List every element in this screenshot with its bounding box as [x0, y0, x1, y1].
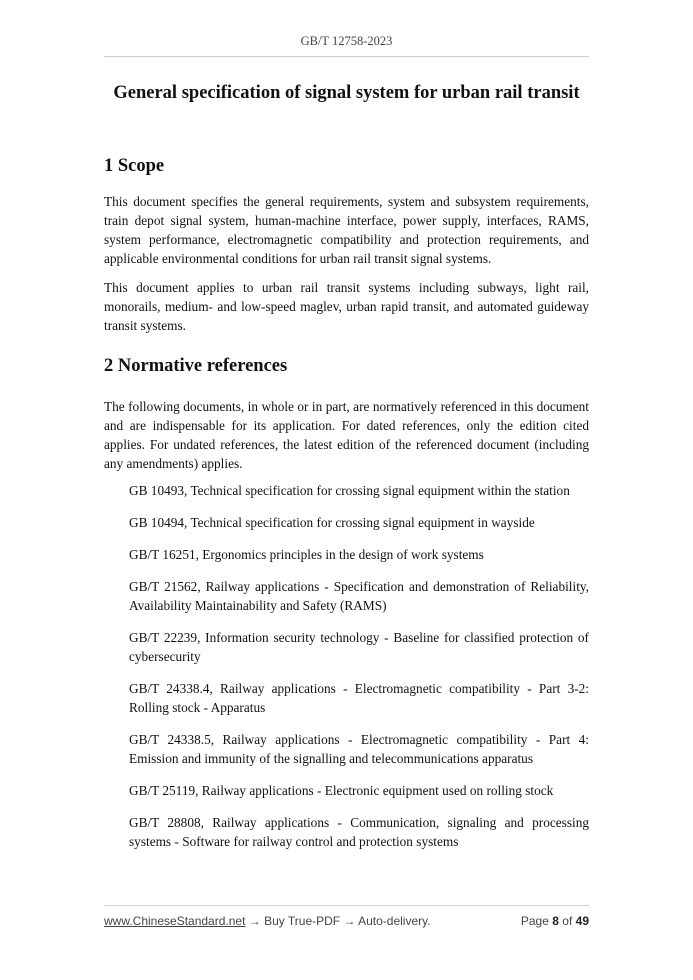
current-page-number: 8 [552, 914, 559, 928]
running-header: GB/T 12758-2023 [300, 34, 393, 48]
total-pages-number: 49 [575, 914, 589, 928]
normative-intro-paragraph: The following documents, in whole or in part, are normatively referenced in this document and are indispensable for its application. For dated references, only the edition cited applies. For undated references, the latest edition of the referenced document (including any amendments) applies. [104, 399, 589, 471]
header-divider [104, 56, 589, 57]
page-label: Page [520, 914, 549, 928]
reference-item: GB/T 24338.5, Railway applications - Electromagnetic compatibility - Part 4: Emission and immunity of the signalling and telecommunications apparatus [129, 732, 589, 766]
reference-item: GB 10494, Technical specification for crossing signal equipment in wayside [129, 515, 535, 530]
footer-divider [104, 905, 589, 906]
scope-paragraph-1: This document specifies the general requirements, system and subsystem requirements, train depot signal system, human-machine interface, power supply, interfaces, RAMS, system performance, electromagnetic compatibility and protection requirements, and applicable environmental conditions for urban rail transit signal systems. [104, 194, 589, 266]
reference-item: GB/T 24338.4, Railway applications - Electromagnetic compatibility - Part 3-2: Rolling stock - Apparatus [129, 681, 589, 715]
website-link[interactable]: www.ChineseStandard.net [104, 914, 246, 928]
reference-item: GB 10493, Technical specification for crossing signal equipment within the station [129, 483, 570, 498]
reference-item: GB/T 22239, Information security technology - Baseline for classified protection of cybersecurity [129, 630, 589, 664]
reference-item: GB/T 21562, Railway applications - Specification and demonstration of Reliability, Availability Maintainability and Safety (RAMS) [129, 579, 589, 613]
scope-paragraph-2: This document applies to urban rail transit systems including subways, light rail, monorails, medium- and low-speed maglev, urban rapid transit, and automated guideway transit systems. [104, 280, 589, 333]
section-heading-scope: 1 Scope [104, 156, 165, 176]
reference-item: GB/T 28808, Railway applications - Communication, signaling and processing systems - Software for railway control and protection systems [129, 815, 589, 849]
page-footer [104, 914, 589, 928]
reference-item: GB/T 16251, Ergonomics principles in the design of work systems [129, 547, 484, 562]
of-label: of [562, 914, 573, 928]
document-title: General specification of signal system for urban rail transit [113, 83, 580, 103]
footer-promo [104, 914, 431, 928]
page-indicator [521, 914, 589, 928]
reference-item: GB/T 25119, Railway applications - Electronic equipment used on rolling stock [129, 783, 554, 798]
page-content [104, 80, 589, 851]
footer-promo-text: → Buy True-PDF → Auto-delivery. [245, 914, 431, 928]
section-heading-normative-references: 2 Normative references [104, 356, 288, 376]
reference-list [104, 481, 589, 851]
